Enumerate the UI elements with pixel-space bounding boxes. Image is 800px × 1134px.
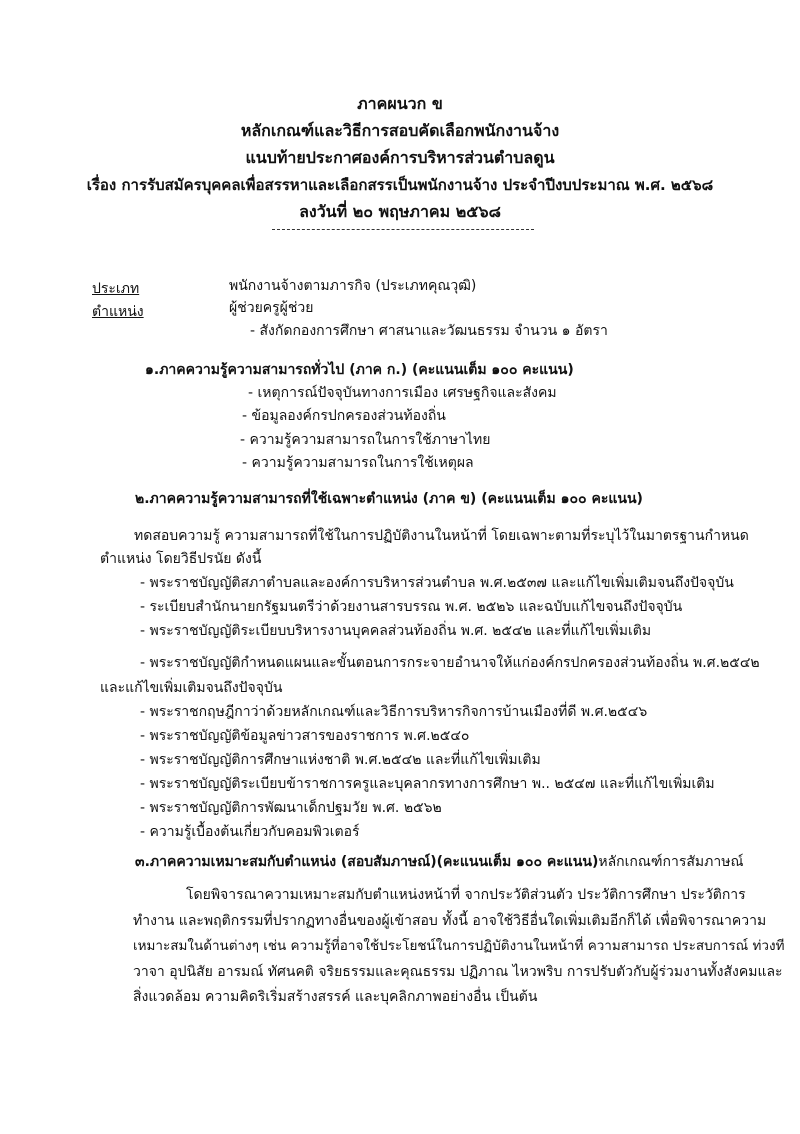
section2-intro: ทดสอบความรู้ ความสามารถที่ใช้ในการปฏิบัติงานในหน้าที่ โดยเฉพาะตามที่ระบุไว้ในมาตรฐานกำหนด: [134, 528, 749, 544]
appendix-title: ภาคผนวก ข: [357, 94, 443, 113]
section2-heading: ๒.ภาคความรู้ความสามารถที่ใช้เฉพาะตำแหน่ง (ภาค ข) (คะแนนเต็ม ๑๐๐ คะแนน): [135, 491, 643, 507]
header-line-4: ลงวันที่ ๒๐ พฤษภาคม ๒๕๖๘: [299, 202, 501, 221]
section3-paragraph-line: เหมาะสมในด้านต่างๆ เช่น ความรู้ที่อาจใช้ประโยชน์ในการปฏิบัติงานในหน้าที่ ความสามารถ ประสบการณ์ ท่วงที: [133, 938, 785, 954]
position-value: ผู้ช่วยครูผู้ช่วย: [229, 300, 314, 316]
section2-item: - พระราชบัญญัติระเบียบบริหารงานบุคคลส่วนท้องถิ่น พ.ศ. ๒๕๔๒ และที่แก้ไขเพิ่มเติม: [140, 623, 652, 639]
section1-heading: ๑.ภาคความรู้ความสามารถทั่วไป (ภาค ก.) (คะแนนเต็ม ๑๐๐ คะแนน): [145, 362, 574, 378]
section2-item: - พระราชบัญญัติสภาตำบลและองค์การบริหารส่วนตำบล พ.ศ.๒๕๓๗ และแก้ไขเพิ่มเติมจนถึงปัจจุบัน: [140, 575, 734, 591]
section2-intro-cont: ตำแหน่ง โดยวิธีปรนัย ดังนี้: [100, 551, 262, 567]
section2-item: - ระเบียบสำนักนายกรัฐมนตรีว่าด้วยงานสารบรรณ พ.ศ. ๒๕๒๖ และฉบับแก้ไขจนถึงปัจจุบัน: [140, 599, 683, 615]
section1-item: - ข้อมูลองค์กรปกครองส่วนท้องถิ่น: [242, 408, 446, 424]
section2-item: - ความรู้เบื้องต้นเกี่ยวกับคอมพิวเตอร์: [140, 824, 360, 840]
type-value: พนักงานจ้างตามภารกิจ (ประเภทคุณวุฒิ): [229, 278, 477, 294]
section3-paragraph-line: โดยพิจารณาความเหมาะสมกับตำแหน่งหน้าที่ จากประวัติส่วนตัว ประวัติการศึกษา ประวัติการ: [186, 887, 746, 903]
section3-paragraph-line: วาจา อุปนิสัย อารมณ์ ทัศนคติ จริยธรรมและคุณธรรม ปฏิภาณ ไหวพริบ การปรับตัวกับผู้ร่วมงานทั้งสังคมและ: [133, 964, 783, 980]
section2-item: - พระราชบัญญัติการศึกษาแห่งชาติ พ.ศ.๒๕๔๒ และที่แก้ไขเพิ่มเติม: [140, 752, 541, 768]
section2-item: - พระราชบัญญัติกำหนดแผนและขั้นตอนการกระจายอำนาจให้แก่องค์กรปกครองส่วนท้องถิ่น พ.ศ.๒๕๔๒: [140, 655, 760, 671]
section1-item: - ความรู้ความสามารถในการใช้เหตุผล: [242, 455, 474, 471]
header-divider: [272, 229, 534, 230]
section3-heading-tail: หลักเกณฑ์การสัมภาษณ์: [598, 854, 744, 870]
section3-paragraph-line: สิ่งแวดล้อม ความคิดริเริ่มสร้างสรรค์ และบุคลิกภาพอย่างอื่น เป็นต้น: [133, 989, 538, 1005]
section1-item: - เหตุการณ์ปัจจุบันทางการเมือง เศรษฐกิจและสังคม: [248, 385, 557, 401]
section2-item-cont: และแก้ไขเพิ่มเติมจนถึงปัจจุบัน: [100, 680, 283, 696]
section3-heading-line: [135, 852, 743, 872]
position-label: ตำแหน่ง: [92, 304, 144, 320]
section3-paragraph-line: ทำงาน และพฤติกรรมที่ปรากฏทางอื่นของผู้เข้าสอบ ทั้งนี้ อาจใช้วิธีอื่นใดเพิ่มเติมอีกก็ได้ เพื่อพิจารณาความ: [133, 913, 767, 929]
section2-item: - พระราชบัญญัติการพัฒนาเด็กปฐมวัย พ.ศ. ๒๕๖๒: [140, 800, 442, 816]
position-sub: - สังกัดกองการศึกษา ศาสนาและวัฒนธรรม จำนวน ๑ อัตรา: [250, 323, 608, 339]
type-label: ประเภท: [92, 281, 140, 297]
header-line-1: หลักเกณฑ์และวิธีการสอบคัดเลือกพนักงานจ้าง: [240, 121, 560, 140]
header-line-3: เรื่อง การรับสมัครบุคคลเพื่อสรรหาและเลือกสรรเป็นพนักงานจ้าง ประจำปีงบประมาณ พ.ศ. ๒๕๖๘: [86, 176, 714, 194]
header-line-2: แนบท้ายประกาศองค์การบริหารส่วนตำบลดูน: [245, 148, 555, 167]
section2-item: - พระราชบัญญัติระเบียบข้าราชการครูและบุคลากรทางการศึกษา พ.. ๒๕๔๗ และที่แก้ไขเพิ่มเติม: [140, 776, 715, 792]
section2-item: - พระราชบัญญัติข้อมูลข่าวสารของราชการ พ.ศ.๒๕๔๐: [140, 728, 470, 744]
section2-item: - พระราชกฤษฎีกาว่าด้วยหลักเกณฑ์และวิธีการบริหารกิจการบ้านเมืองที่ดี พ.ศ.๒๕๔๖: [140, 704, 648, 720]
section1-item: - ความรู้ความสามารถในการใช้ภาษาไทย: [240, 432, 491, 448]
section3-heading: ๓.ภาคความเหมาะสมกับตำแหน่ง (สอบสัมภาษณ์)(คะแนนเต็ม ๑๐๐ คะแนน): [135, 854, 599, 870]
